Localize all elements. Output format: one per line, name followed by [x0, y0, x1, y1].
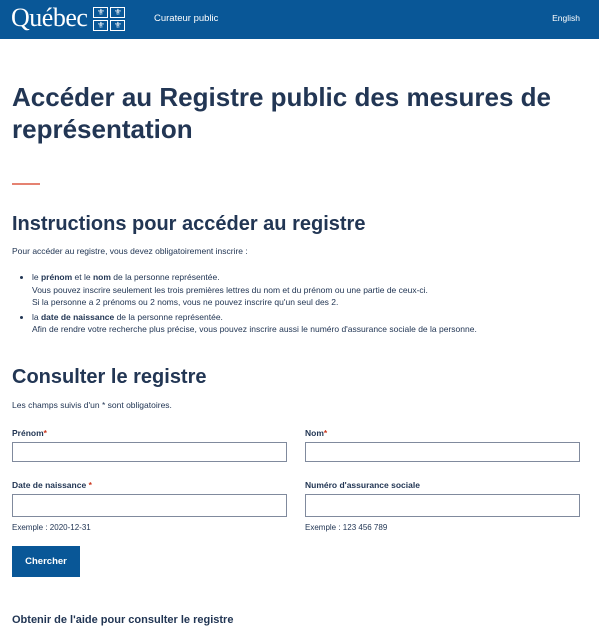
logo-text: Québec	[11, 3, 88, 32]
nas-hint: Exemple : 123 456 789	[305, 523, 388, 532]
nom-input[interactable]	[305, 442, 580, 462]
list-item: • la date de naissance de la personne représentée. Afin de rendre votre recherche plus précise, vous pouvez inscrire aussi le numéro d'assurance sociale de la personne.	[32, 311, 592, 336]
quebec-logo[interactable]	[11, 4, 125, 32]
date-label: Date de naissance *	[12, 480, 92, 490]
prenom-input[interactable]	[12, 442, 287, 462]
search-button[interactable]: Chercher	[12, 546, 80, 577]
nas-label: Numéro d'assurance sociale	[305, 480, 420, 490]
instructions-heading: Instructions pour accéder au registre	[12, 213, 366, 235]
fleur-de-lis-icon: ⚜ ⚜ ⚜ ⚜	[93, 7, 125, 31]
site-header	[0, 0, 599, 39]
instructions-list	[12, 271, 592, 338]
title-underline	[12, 183, 40, 185]
nas-input[interactable]	[305, 494, 580, 517]
required-note: Les champs suivis d'un * sont obligatoires.	[12, 400, 172, 410]
help-link[interactable]: Obtenir de l'aide pour consulter le registre	[12, 614, 234, 626]
page-title: Accéder au Registre public des mesures de représentation	[12, 82, 551, 144]
prenom-label: Prénom*	[12, 428, 47, 438]
language-link[interactable]: English	[552, 13, 580, 23]
list-item: • le prénom et le nom de la personne représentée. Vous pouvez inscrire seulement les trois premières lettres du nom et du prénom ou une partie de ceux-ci. Si la personne a 2 prénoms ou 2 noms, vous ne pouvez inscrire qu'un seul des 2.	[32, 271, 592, 309]
date-hint: Exemple : 2020-12-31	[12, 523, 91, 532]
instructions-intro: Pour accéder au registre, vous devez obligatoirement inscrire :	[12, 246, 248, 256]
form-heading: Consulter le registre	[12, 366, 207, 388]
nom-label: Nom*	[305, 428, 328, 438]
date-input[interactable]	[12, 494, 287, 517]
service-name[interactable]: Curateur public	[154, 13, 219, 24]
